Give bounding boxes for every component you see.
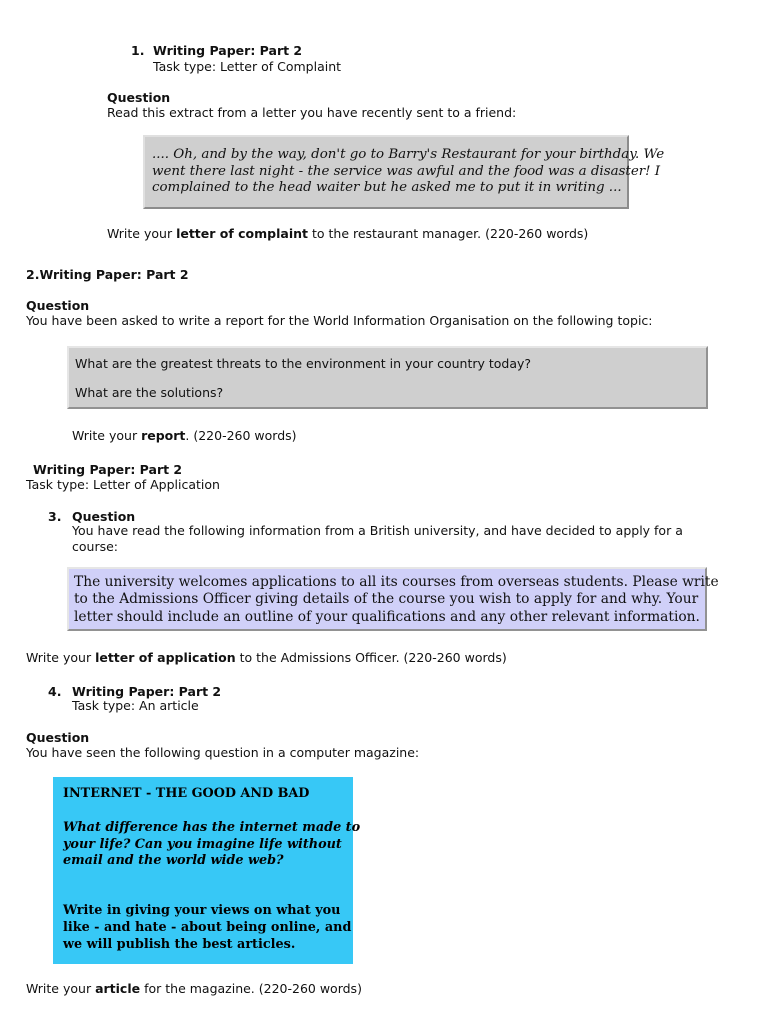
info-line: The university welcomes applications to all its courses from overseas students. Please write <box>74 574 719 590</box>
extract-line: .... Oh, and by the way, don't go to Barry's Restaurant for your birthday. We <box>152 147 665 162</box>
info-line: to the Admissions Officer giving details of the course you wish to apply for and why. Your <box>74 591 699 608</box>
magazine-question-line: What difference has the internet made to <box>63 819 361 835</box>
magazine-question-line: your life? Can you imagine life without <box>63 836 342 852</box>
instruction-emphasis: article <box>95 981 141 996</box>
instruction-text: Write your <box>26 981 96 996</box>
letter-extract-box <box>143 135 665 209</box>
magazine-question-line: email and the world wide web? <box>63 853 284 869</box>
instruction-text: Write your <box>72 428 142 443</box>
item4-number: 4. <box>48 684 62 699</box>
magazine-call-line: like - and hate - about being online, and <box>63 919 352 935</box>
item2-prompt: You have been asked to write a report for the World Information Organisation on the following topic: <box>26 313 653 328</box>
extract-line: complained to the head waiter but he asked me to put it in writing ... <box>152 180 622 196</box>
magazine-call-line: Write in giving your views on what you <box>63 903 341 919</box>
instruction-emphasis: letter of complaint <box>176 226 308 241</box>
item2-heading: 2.Writing Paper: Part 2 <box>26 267 189 282</box>
instruction-text: Write your <box>26 650 96 665</box>
item1-prompt: Read this extract from a letter you have recently sent to a friend: <box>107 105 517 120</box>
report-topic-box <box>67 346 708 409</box>
magazine-title: INTERNET - THE GOOD AND BAD <box>63 786 310 801</box>
info-line: letter should include an outline of your qualifications and any other relevant information. <box>74 608 700 625</box>
item4-instruction <box>26 981 362 996</box>
item1-number: 1. <box>131 43 145 58</box>
item3-task-type: Task type: Letter of Application <box>26 477 220 492</box>
item2-question-label: Question <box>26 298 90 313</box>
topic-line: What are the greatest threats to the environment in your country today? <box>75 356 532 371</box>
item4-prompt: You have seen the following question in a computer magazine: <box>26 745 420 760</box>
instruction-emphasis: letter of application <box>95 650 236 665</box>
instruction-text: to the restaurant manager. (220-260 words) <box>308 226 589 241</box>
instruction-text: Write your <box>107 226 177 241</box>
instruction-text: to the Admissions Officer. (220-260 words) <box>235 650 507 665</box>
magazine-call-line: we will publish the best articles. <box>63 936 296 952</box>
item1-task-type: Task type: Letter of Complaint <box>153 59 342 74</box>
item4-task-type: Task type: An article <box>72 698 199 713</box>
item2-instruction <box>72 428 297 443</box>
item3-prompt-line: You have read the following information from a British university, and have decided to apply for a <box>72 523 683 538</box>
extract-line: went there last night - the service was awful and the food was a disaster! I <box>152 163 661 179</box>
item3-question-label: Question <box>72 509 136 524</box>
university-info-box <box>67 567 719 631</box>
item1-heading: Writing Paper: Part 2 <box>153 43 303 58</box>
item4-heading: Writing Paper: Part 2 <box>72 684 222 699</box>
instruction-text: for the magazine. (220-260 words) <box>140 981 362 996</box>
item1-question-label: Question <box>107 90 171 105</box>
item4-question-label: Question <box>26 730 90 745</box>
item3-instruction <box>26 650 507 665</box>
magazine-box <box>53 777 361 964</box>
item3-heading: Writing Paper: Part 2 <box>33 462 183 477</box>
item3-number: 3. <box>48 509 62 524</box>
item1-instruction <box>107 226 588 241</box>
topic-line: What are the solutions? <box>75 385 224 400</box>
instruction-text: . (220-260 words) <box>185 428 297 443</box>
item3-prompt-line: course: <box>72 539 118 554</box>
instruction-emphasis: report <box>141 428 186 443</box>
